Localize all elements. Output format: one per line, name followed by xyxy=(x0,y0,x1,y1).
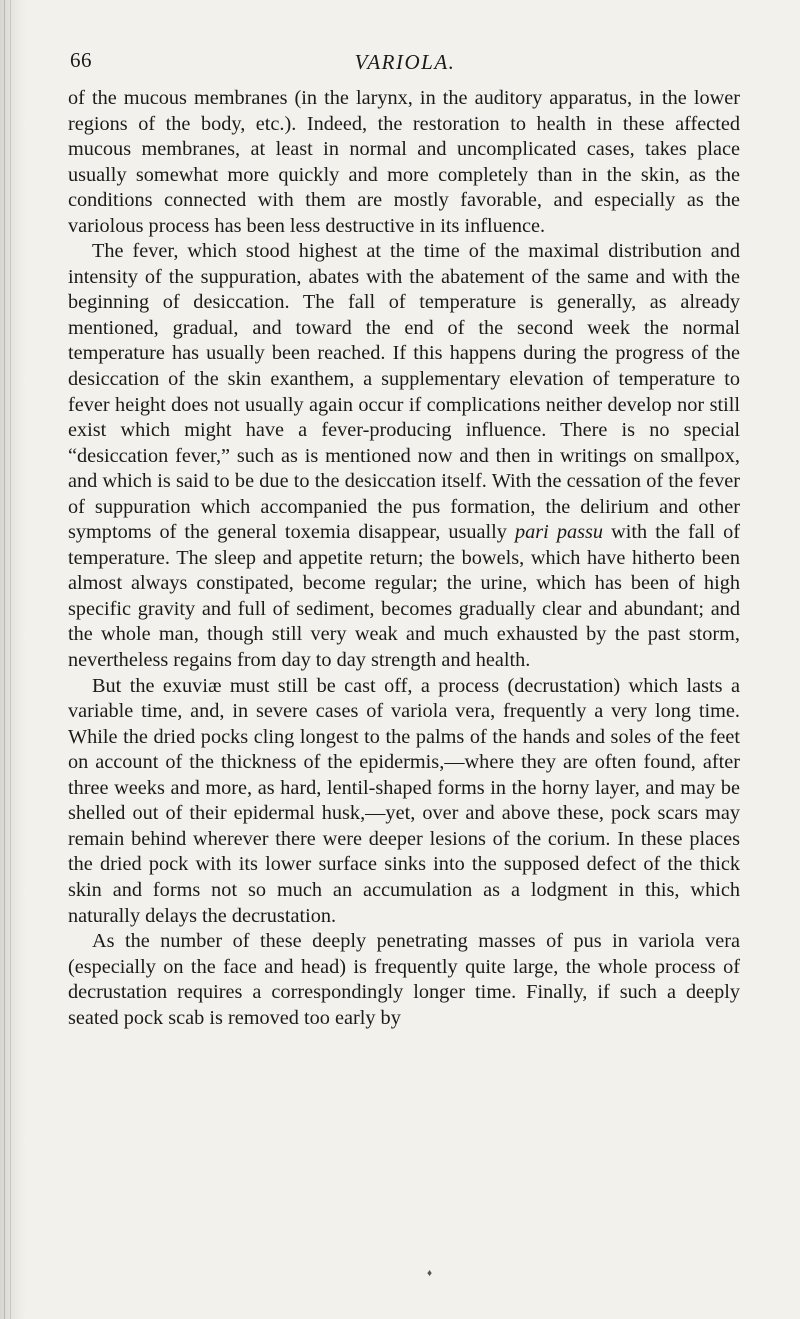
paragraph-2-text-a: The fever, which stood highest at the time of the maximal distribution and intensity of the suppuration, abates with the abatement of the same and with the beginning of desiccation. The fall of temperature is generally, as already mentioned, gradual, and toward the end of the second week the normal temperature has usually been reached. If this happens during the progress of the desiccation of the skin exanthem, a supplementary elevation of temperature to fever height does not usually again occur if complications neither develop nor still exist which might have a fever-producing influence. There is no special “desiccation fever,” such as is mentioned now and then in writings on smallpox, and which is said to be due to the desiccation itself. With the cessation of the fever of suppuration which accompanied the pus formation, the delirium and other symptoms of the general toxemia disappear, usually xyxy=(68,240,740,544)
paragraph-2-text-b: with the fall of temperature. The sleep and appetite return; the bowels, which have hitherto been almost always constipated, become regular; the urine, which has been of high specific gravity and full of sediment, becomes gradually clear and abundant; and the whole man, though still very weak and much exhausted by the past storm, nevertheless regains from day to day strength and health. xyxy=(68,521,740,672)
latin-phrase: pari passu xyxy=(514,521,604,544)
page-number: 66 xyxy=(70,48,92,72)
paragraph-4: As the number of these deeply penetrating masses of pus in variola vera (especially on the face and head) is frequently quite large, the whole process of decrustation requires a correspondingly longer time. Finally, if such a deeply seated pock scab is removed too early by xyxy=(68,930,740,1029)
book-binding-edge xyxy=(0,0,26,1319)
body-text xyxy=(68,86,740,1031)
paragraph-3: But the exuviæ must still be cast off, a process (decrustation) which lasts a variable time, and, in severe cases of variola vera, frequently a very long time. While the dried pocks cling longest to the palms of the hands and soles of the feet on account of the thickness of the epidermis,—where they are often found, after three weeks and more, as hard, lentil-shaped forms in the horny layer, and may be shelled out of their epidermal husk,—yet, over and above these, pock scars may remain behind wherever there were deeper lesions of the corium. In these places the dried pock with its lower surface sinks into the supposed defect of the thick skin and forms not so much an accumulation as a lodgment in this, which naturally delays the decrustation. xyxy=(68,674,740,927)
running-head: VARIOLA. xyxy=(354,50,456,74)
paragraph-1: of the mucous membranes (in the larynx, in the auditory apparatus, in the lower regions of the body, etc.). Indeed, the restoration to health in these affected mucous membranes, at least in normal and uncomplicated cases, takes place usually somewhat more quickly and more completely than in the skin, as the conditions connected with them are mostly favorable, and especially as the variolous process has been less destructive in its influence. xyxy=(68,87,740,237)
footer-mark: ♦ xyxy=(427,1268,433,1279)
paragraph-2 xyxy=(68,239,740,673)
page-header xyxy=(70,48,740,82)
